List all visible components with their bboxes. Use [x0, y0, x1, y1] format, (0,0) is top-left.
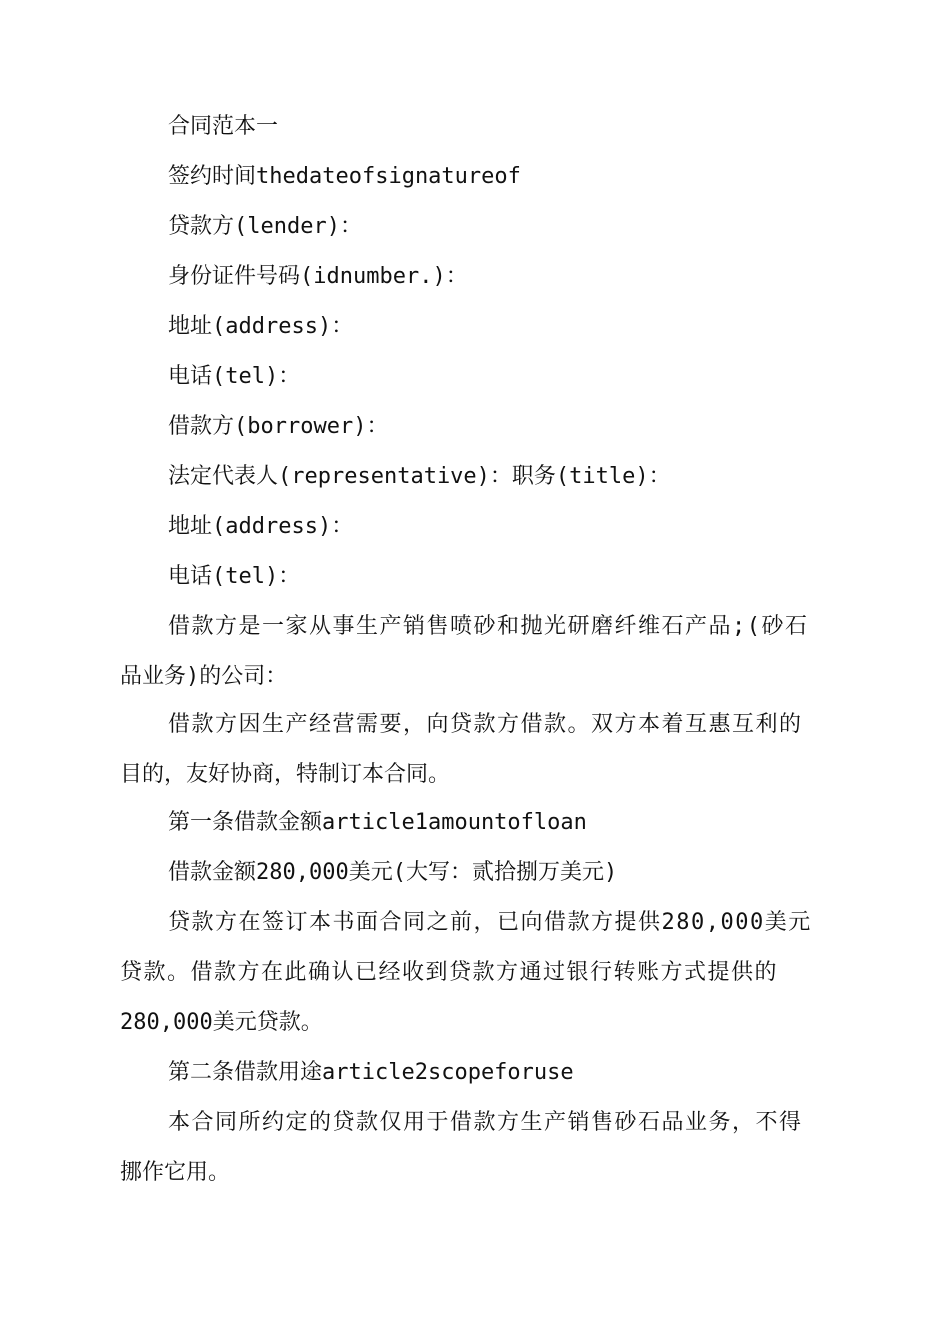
article1-heading: 第一条借款金额article1amountofloan: [168, 810, 587, 835]
paragraph-line: 借款方是一家从事生产销售喷砂和抛光研磨纤维石产品;(砂石: [168, 614, 809, 639]
borrower-business-paragraph: [120, 602, 832, 702]
paragraph-line: 贷款方在签订本书面合同之前，已向借款方提供280,000美元: [168, 910, 812, 935]
contract-title: 合同范本一: [168, 114, 279, 139]
signature-date-line: 签约时间thedateofsignatureof: [168, 164, 521, 189]
borrower-address-line: 地址(address)：: [168, 514, 354, 539]
paragraph-line: 本合同所约定的贷款仅用于借款方生产销售砂石品业务，不得: [168, 1110, 803, 1135]
representative-line: 法定代表人(representative)：职务(title)：: [168, 464, 671, 489]
lender-id-line: 身份证件号码(idnumber.)：: [168, 264, 468, 289]
purpose-paragraph: [120, 700, 832, 800]
lender-address-line: 地址(address)：: [168, 314, 354, 339]
scope-of-use-paragraph: [120, 1098, 832, 1198]
borrower-tel-line: 电话(tel)：: [168, 564, 301, 589]
paragraph-line: 目的，友好协商，特制订本合同。: [120, 762, 451, 787]
borrower-line: 借款方(borrower)：: [168, 414, 389, 439]
loan-provision-paragraph: [120, 898, 832, 1048]
paragraph-line: 品业务)的公司：: [120, 664, 288, 689]
article1-amount: 借款金额280,000美元(大写：贰拾捌万美元): [168, 860, 618, 885]
lender-line: 贷款方(lender)：: [168, 214, 362, 239]
paragraph-line: 挪作它用。: [120, 1160, 231, 1185]
paragraph-line: 贷款。借款方在此确认已经收到贷款方通过银行转账方式提供的: [120, 960, 779, 985]
article2-heading: 第二条借款用途article2scopeforuse: [168, 1060, 574, 1085]
paragraph-line: 借款方因生产经营需要，向贷款方借款。双方本着互惠互利的: [168, 712, 803, 737]
lender-tel-line: 电话(tel)：: [168, 364, 301, 389]
paragraph-line: 280,000美元贷款。: [120, 1010, 323, 1035]
